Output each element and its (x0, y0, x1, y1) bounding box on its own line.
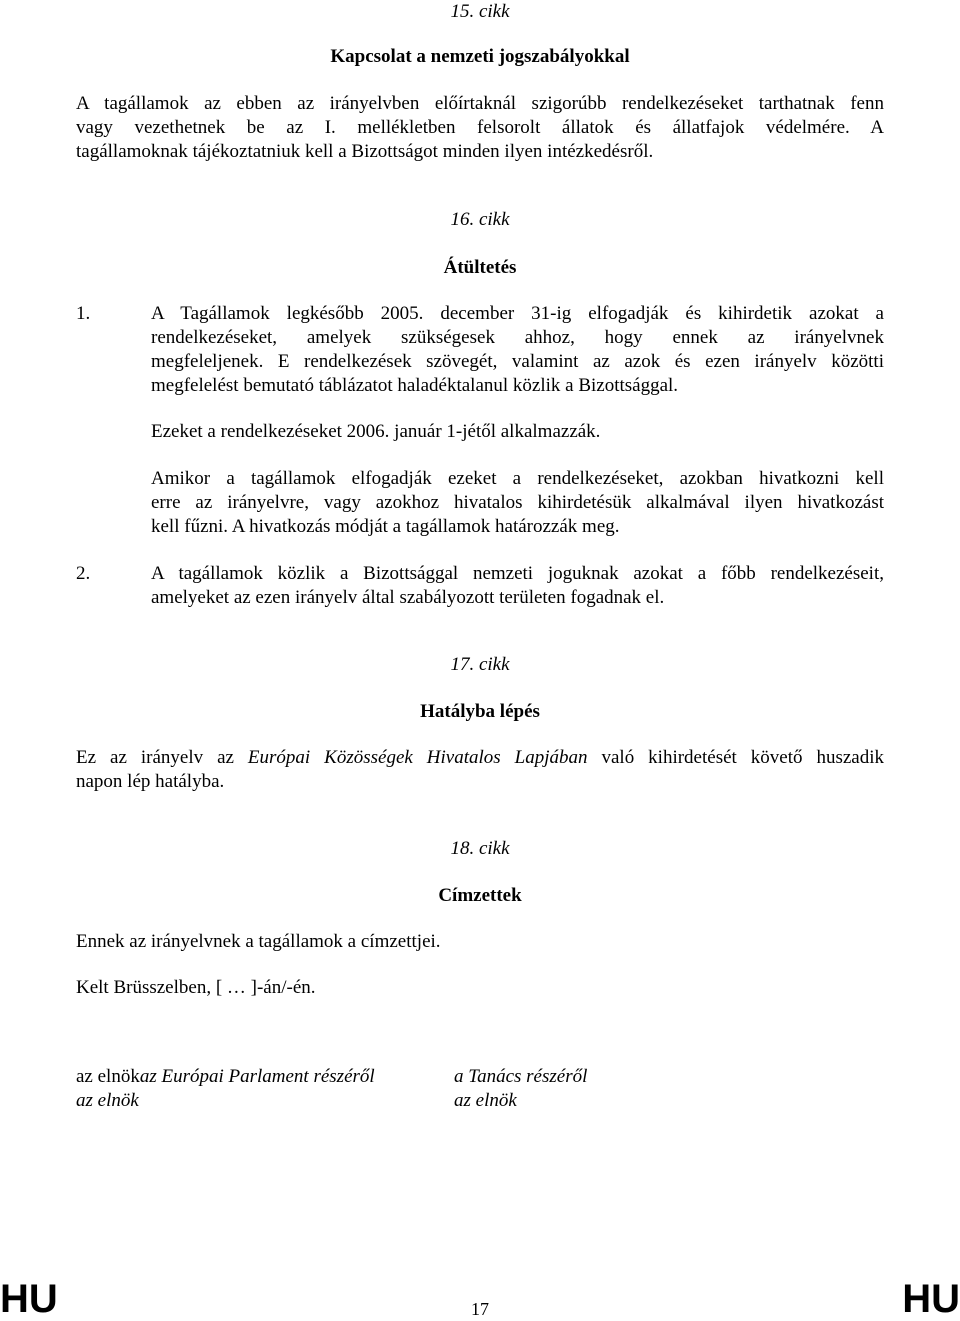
article-16-para-1-line-1: A Tagállamok legkésőbb 2005. december 31-ig elfogadják és kihirdetik azokat a (151, 303, 884, 324)
article-17-line-1-end: való kihirdetését követő huszadik (587, 747, 885, 768)
article-15-number: 15. cikk (450, 1, 510, 22)
article-16-para-2-line-1: A tagállamok közlik a Bizottsággal nemzeti joguknak azokat a főbb rendelkezéseit, (151, 563, 884, 584)
article-15-line-3: tagállamoknak tájékoztatniuk kell a Bizottságot minden ilyen intézkedésről. (76, 141, 654, 162)
article-16-para-2-number: 2. (76, 563, 91, 584)
article-16-reference-line-3: kell fűzni. A hivatkozás módját a tagállamok határozzák meg. (151, 516, 620, 537)
article-18-title: Címzettek (438, 885, 522, 906)
article-16-para-1-line-4: megfelelést bemutató táblázatot haladéktalanul közlik a Bizottsággal. (151, 375, 679, 396)
footer-language-left: HU (0, 1277, 58, 1321)
article-18-number: 18. cikk (450, 838, 510, 859)
article-15-title: Kapcsolat a nemzeti jogszabályokkal (330, 46, 630, 67)
article-15-line-1: A tagállamok az ebben az irányelvben előírtaknál szigorúbb rendelkezéseket tarthatnak fenn (76, 93, 884, 114)
article-18-addressees: Ennek az irányelvnek a tagállamok a címzettjei. (76, 931, 441, 952)
article-17-line-1-start: Ez az irányelv az (76, 747, 248, 768)
article-16-number: 16. cikk (450, 209, 510, 230)
article-16-title: Átültetés (443, 257, 517, 278)
article-16-para-1-line-3: megfeleljenek. E rendelkezések szövegét, valamint az azok és ezen irányelv közötti (151, 351, 884, 372)
article-16-reference-line-2: erre az irányelvre, vagy azokhoz hivatalos kihirdetésük alkalmával ilyen hivatkozást (151, 492, 884, 513)
signature-left-institution: az Európai Parlament részéről (139, 1066, 375, 1087)
article-17-number: 17. cikk (450, 654, 510, 675)
article-17-line-1 (76, 746, 884, 770)
signature-left-president: az elnök (76, 1066, 140, 1087)
article-16-application-date: Ezeket a rendelkezéseket 2006. január 1-jétől alkalmazzák. (151, 421, 601, 442)
article-16-reference-line-1: Amikor a tagállamok elfogadják ezeket a rendelkezéseket, azokban hivatkozni kell (151, 468, 884, 489)
article-16-para-2-line-2: amelyeket az ezen irányelv által szabályozott területen fogadnak el. (151, 587, 665, 608)
signature-left-line-2: az elnök (76, 1090, 139, 1111)
page-number: 17 (471, 1299, 489, 1319)
article-17-title: Hatályba lépés (420, 701, 540, 722)
footer-language-right: HU (902, 1277, 960, 1321)
signature-right-line-1: a Tanács részéről (454, 1066, 588, 1087)
signature-right-line-2: az elnök (454, 1090, 517, 1111)
article-17-line-2: napon lép hatályba. (76, 771, 225, 792)
official-journal-name: Európai Közösségek Hivatalos Lapjában (247, 747, 588, 768)
article-16-para-1-line-2: rendelkezéseket, amelyek szükségesek ahhoz, hogy ennek az irányelvnek (151, 327, 884, 348)
article-16-para-1-number: 1. (76, 303, 91, 324)
signature-left-line-1 (76, 1065, 456, 1089)
done-at-line: Kelt Brüsszelben, [ … ]-án/-én. (76, 977, 316, 998)
article-15-line-2: vagy vezethetnek be az I. mellékletben felsorolt állatok és állatfajok védelmére. A (76, 117, 884, 138)
